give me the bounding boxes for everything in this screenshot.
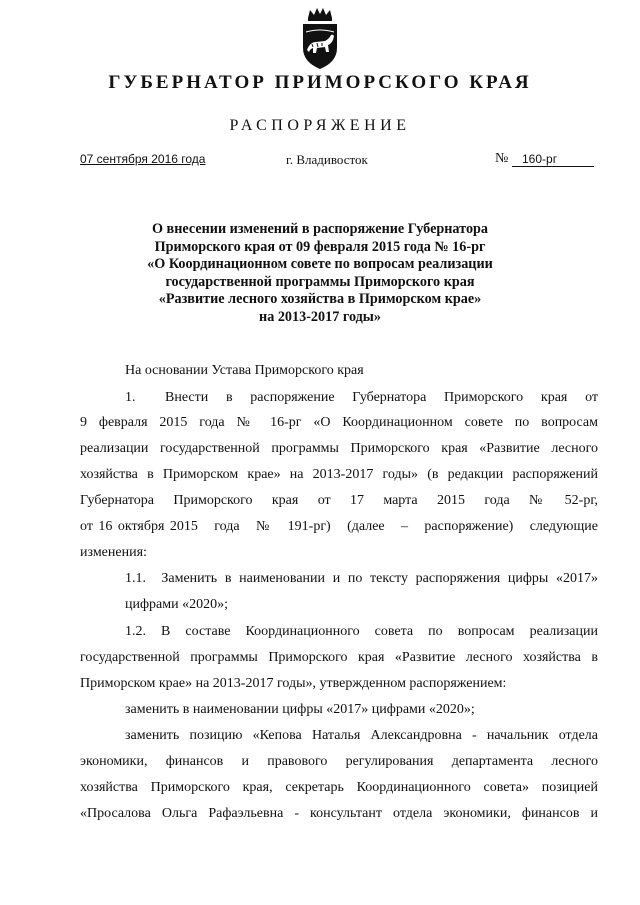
body-line: экономики, финансов и правового регулирования департамента лесного: [80, 754, 598, 769]
body-line: изменения:: [80, 545, 147, 560]
body-line: 9 февраля 2015 года № 16-рг «О Координационном совете по вопросам: [80, 415, 598, 430]
body-line: цифрами «2020»;: [125, 597, 229, 612]
body-line: заменить в наименовании цифры «2017» цифрами «2020»;: [125, 702, 475, 717]
document-heading: [100, 221, 540, 327]
document-date: 07 сентября 2016 года: [80, 152, 206, 166]
governor-title: ГУБЕРНАТОР ПРИМОРСКОГО КРАЯ: [108, 72, 532, 93]
body-line: 1. Внести в распоряжение Губернатора Приморского края от: [125, 390, 598, 405]
heading-line: государственной программы Приморского края: [165, 273, 475, 290]
body-line: заменить позицию «Кепова Наталья Александровна - начальник отдела: [125, 728, 598, 743]
body-line: Губернатора Приморского края от 17 марта 2015 года № 52-рг,: [80, 493, 598, 508]
document-city: г. Владивосток: [286, 152, 368, 167]
body-line: государственной программы Приморского края «Развитие лесного хозяйства в: [80, 650, 598, 665]
body-line: 1.1. Заменить в наименовании и по тексту распоряжения цифры «2017»: [125, 571, 598, 586]
heading-line: на 2013-2017 годы»: [259, 308, 381, 325]
body-line: 1.2. В составе Координационного совета по вопросам реализации: [125, 624, 598, 639]
heading-line: Приморского края от 09 февраля 2015 года № 16-рг: [154, 238, 486, 255]
document-type: РАСПОРЯЖЕНИЕ: [229, 117, 411, 134]
body-line: хозяйства Приморского края, секретарь Координационного совета» позицией: [80, 780, 598, 795]
coat-of-arms-icon: [298, 6, 342, 72]
document-number: 160-рг: [512, 152, 594, 167]
body-line: Приморском крае» на 2013-2017 годы», утвержденном распоряжением:: [80, 676, 507, 691]
body-line: от 16 октября 2015 года № 191-рг) (далее – распоряжение) следующие: [80, 519, 598, 534]
heading-line: «О Координационном совете по вопросам реализации: [147, 256, 493, 273]
body-line: хозяйства в Приморском крае» на 2013-2017 годы» (в редакции распоряжений: [80, 467, 598, 482]
heading-line: О внесении изменений в распоряжение Губернатора: [151, 221, 489, 237]
body-line: реализации государственной программы Приморского края «Развитие лесного: [80, 441, 598, 456]
heading-line: «Развитие лесного хозяйства в Приморском крае»: [158, 291, 482, 308]
number-label: №: [495, 151, 509, 166]
body-line: «Просалова Ольга Рафаэльевна - консультант отдела экономики, финансов и: [80, 806, 598, 821]
body-line: На основании Устава Приморского края: [125, 363, 364, 378]
